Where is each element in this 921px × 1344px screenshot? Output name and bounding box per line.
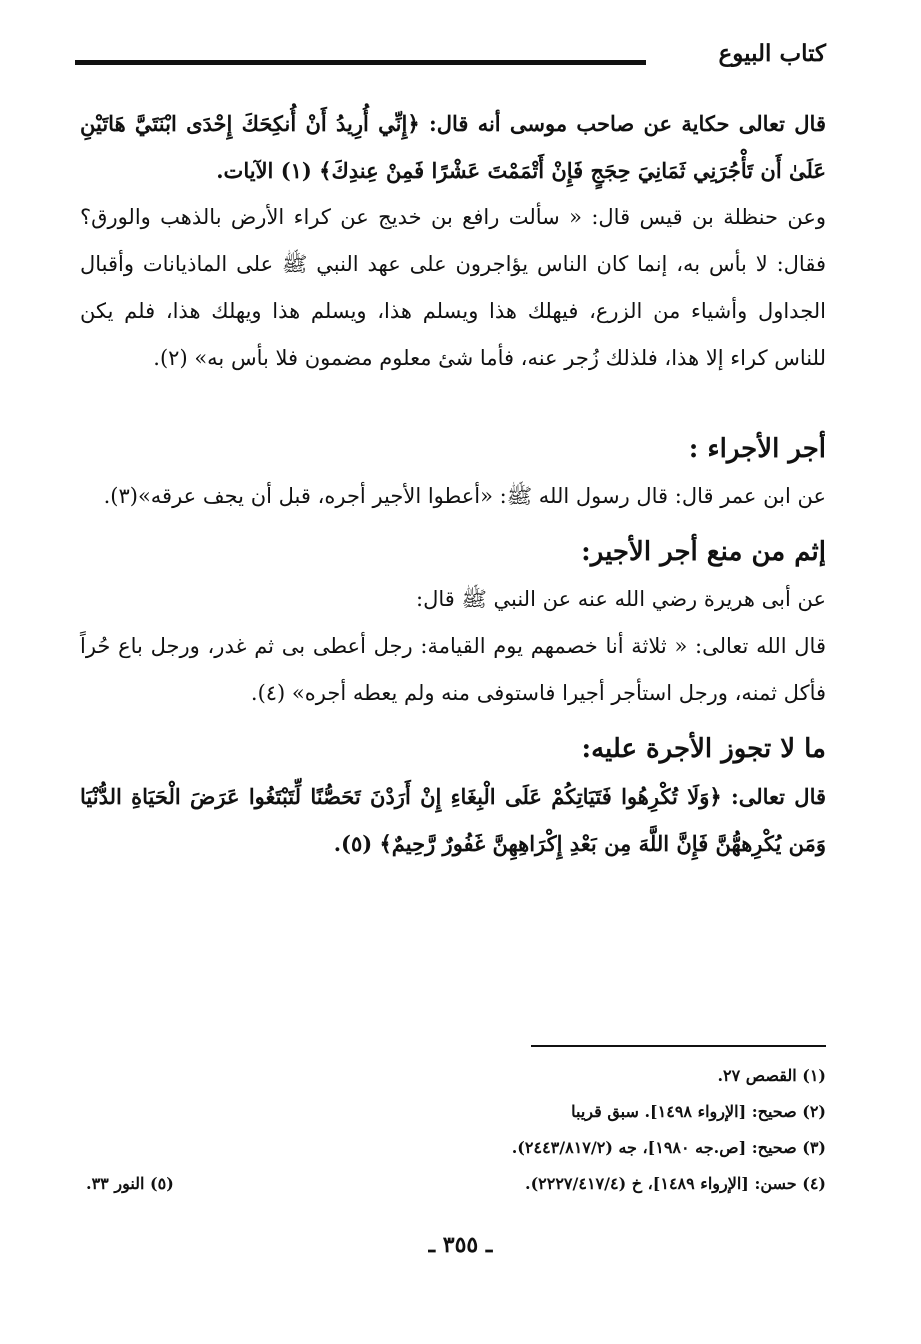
paragraph-verse-moses: قال تعالى حكاية عن صاحب موسى أنه قال: ﴿إِنِّي أُرِيدُ أَنْ أُنكِحَكَ إِحْدَى ابْنَتَيَّ هَاتَيْنِ عَلَىٰ أَن تَأْجُرَنِي ثَمَانِيَ حِجَجٍ فَإِنْ أَتْمَمْتَ عَشْرًا فَمِنْ عِندِكَ﴾ (١) الآيات.	[80, 111, 826, 183]
section-heading-withholding-wages: إثم من منع أجر الأجير:	[581, 537, 826, 567]
footnote-4: (٤) حسن: [الإرواء ١٤٨٩]، خ (٢٢٢٧/٤١٧/٤).	[525, 1174, 826, 1193]
footnote-row	[86, 1166, 826, 1202]
paragraph-hanzala-hadith: وعن حنظلة بن قيس قال: « سألت رافع بن خديج عن كراء الأرض بالذهب والورق؟ فقال: لا بأس به، إنما كان الناس يؤاجرون على عهد النبي ﷺ على الماذيانات وأقبال الجداول وأشياء من الزرع، فيهلك هذا ويسلم هذا، ويسلم هذا ويهلك هذا، فلم يكن للناس كراء إلا هذا، فلذلك زُجر عنه، فأما شئ معلوم مضمون فلا بأس به» (٢).	[80, 205, 826, 370]
page-number: ـ ٣٥٥ ـ	[428, 1232, 493, 1258]
section-heading-wages: أجر الأجراء :	[688, 434, 826, 464]
footnotes	[86, 1058, 826, 1202]
footnote-5: (٥) النور ٣٣.	[86, 1174, 174, 1193]
paragraph-abu-hurayra-intro: عن أبى هريرة رضي الله عنه عن النبي ﷺ قال:	[416, 587, 826, 611]
page-body	[80, 100, 826, 867]
paragraph-verse-nur: قال تعالى: ﴿وَلَا تُكْرِهُوا فَتَيَاتِكُمْ عَلَى الْبِغَاءِ إِنْ أَرَدْنَ تَحَصُّنًا لِّتَبْتَغُوا عَرَضَ الْحَيَاةِ الدُّنْيَا وَمَن يُكْرِههُّنَّ فَإِنَّ اللَّهَ مِن بَعْدِ إِكْرَاهِهِنَّ غَفُورٌ رَّحِيمٌ﴾ (٥).	[80, 784, 826, 856]
header-title: كتاب البيوع	[718, 40, 826, 67]
section-heading-forbidden-wages: ما لا تجوز الأجرة عليه:	[581, 734, 826, 764]
footnote-2: (٢) صحيح: [الإرواء ١٤٩٨]. سبق قريبا	[571, 1102, 826, 1121]
paragraph-ibn-umar-hadith: عن ابن عمر قال: قال رسول الله ﷺ: «أعطوا الأجير أجره، قبل أن يجف عرقه»(٣).	[103, 484, 826, 508]
paragraph-qudsi-hadith: قال الله تعالى: « ثلاثة أنا خصمهم يوم القيامة: رجل أعطى بى ثم غدر، ورجل باع حُراً فأكل ثمنه، ورجل استأجر أجيرا فاستوفى منه ولم يعطه أجره» (٤).	[80, 634, 826, 705]
page-header	[75, 40, 826, 80]
footnote-1: (١) القصص ٢٧.	[717, 1066, 826, 1085]
header-rule	[75, 60, 646, 65]
footnote-3: (٣) صحيح: [ص.جه ١٩٨٠]، جه (٢٤٤٣/٨١٧/٢).	[511, 1138, 826, 1157]
footnote-rule	[531, 1045, 826, 1047]
